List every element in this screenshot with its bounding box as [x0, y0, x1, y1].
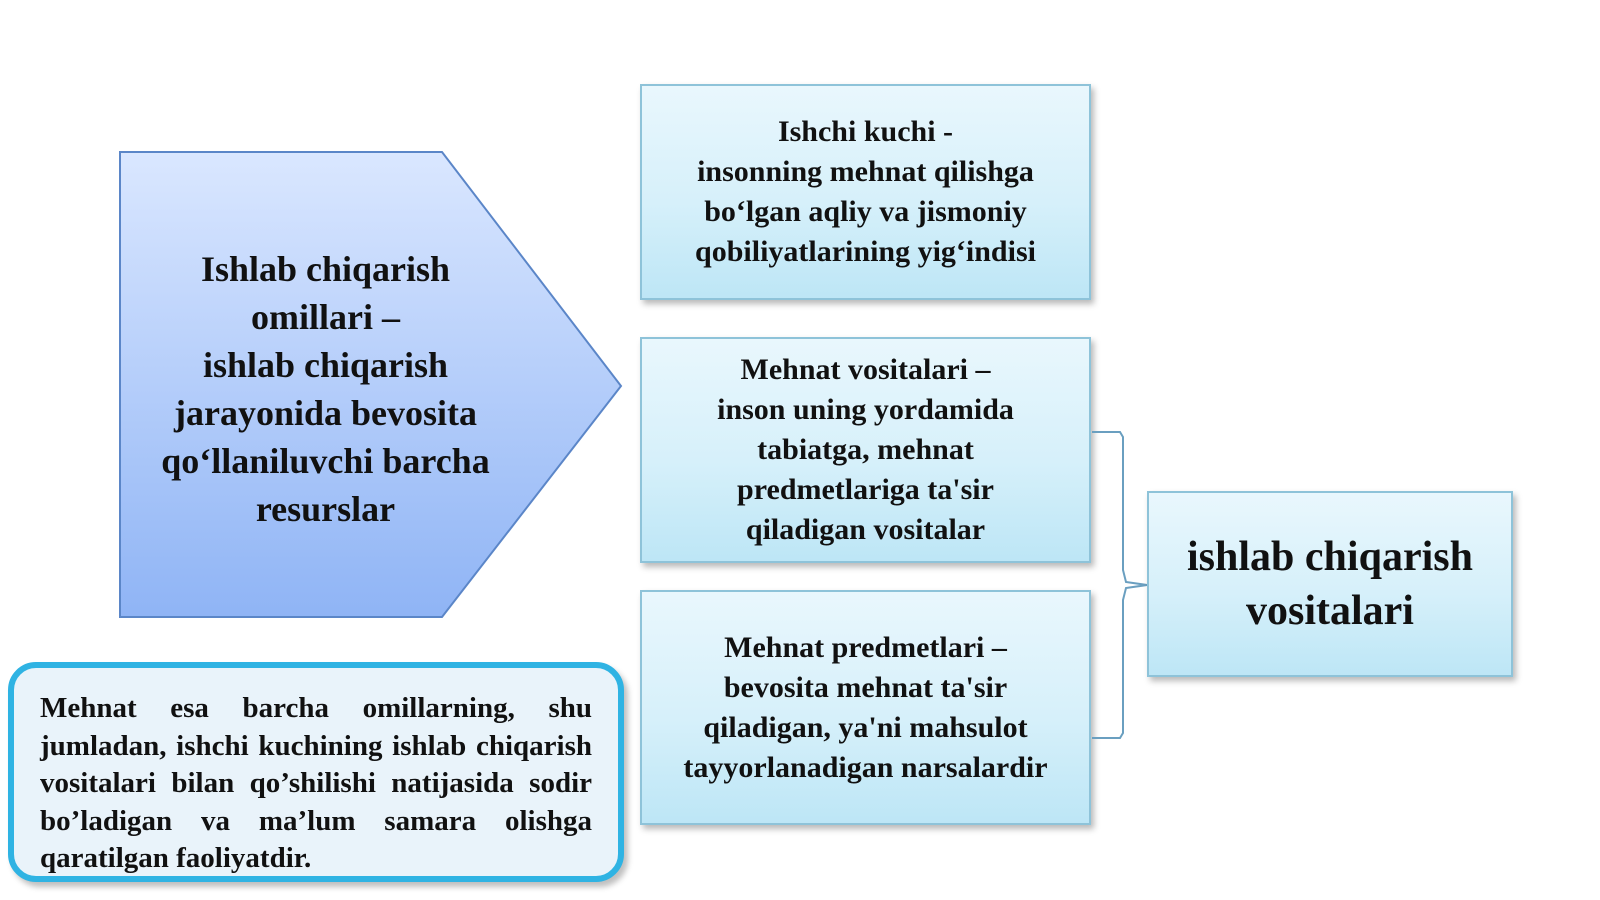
factor-text-means-of-labor: Mehnat vositalari – inson uning yordamida tabiatga, mehnat predmetlariga ta'sir qiladigan vositalar — [717, 353, 1014, 546]
factor-box-objects-of-labor — [640, 590, 1091, 825]
main-definition-text: Ishlab chiqarish omillari – ishlab chiqarish jarayonida bevosita qo‘llaniluvchi barcha resurslar — [161, 249, 490, 529]
factor-box-means-of-labor — [640, 337, 1091, 563]
labor-note-box — [8, 662, 624, 882]
main-definition-pentagon — [118, 150, 623, 620]
grouping-bracket — [1092, 425, 1152, 745]
factor-text-objects-of-labor: Mehnat predmetlari – bevosita mehnat ta'sir qiladigan, ya'ni mahsulot tayyorlanadigan narsalardir — [683, 630, 1048, 784]
result-box-means-of-production — [1147, 491, 1513, 677]
factor-text-labor-force: Ishchi kuchi - insonning mehnat qilishga bo‘lgan aqliy va jismoniy qobiliyatlarining yig‘indisi — [695, 115, 1036, 268]
result-text: ishlab chiqarish vositalari — [1187, 534, 1473, 634]
factor-box-labor-force — [640, 84, 1091, 300]
labor-note-text: Mehnat esa barcha omillarning, shu jumladan, ishchi kuchining ishlab chiqarish vositalari bilan qo’shilishi natijasida sodir bo’ladigan va ma’lum samara olishga qaratilgan faoliyatdir. — [40, 692, 592, 874]
